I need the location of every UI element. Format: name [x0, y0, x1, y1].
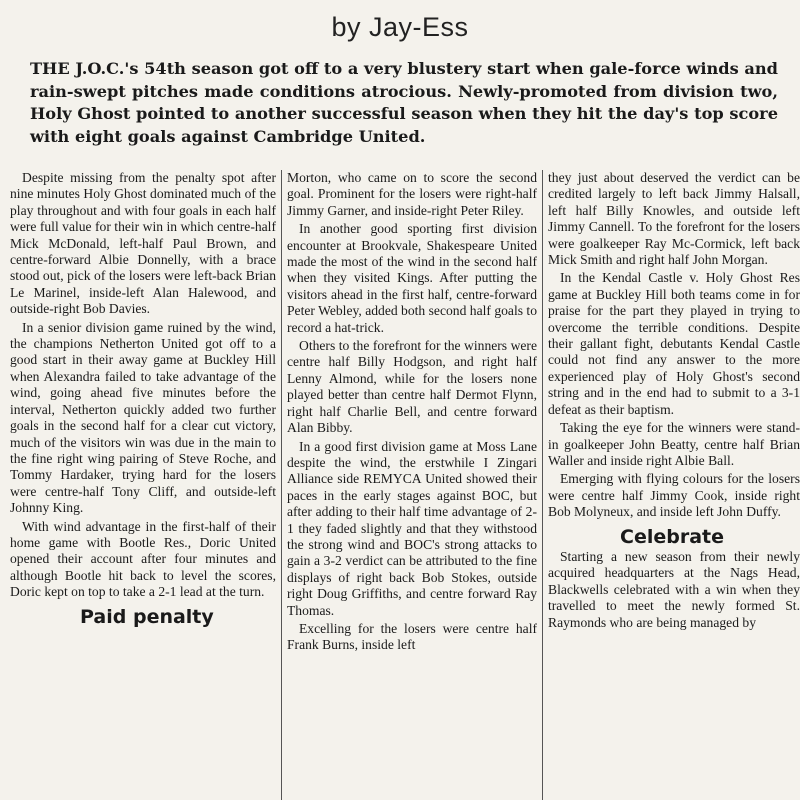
paragraph: In the Kendal Castle v. Holy Ghost Res game at Buckley Hill both teams come in for praise for the part they played in trying to overcome the terrible conditions. Despite their gallant fight, debutants Kendal Castle could not find any answer to the more experienced play of Holy Ghost's second string and in the end had to submit to a 3-1 defeat as their baptism.	[548, 270, 800, 417]
byline: by Jay-Ess	[331, 12, 469, 42]
column-rule	[542, 170, 543, 800]
column-3	[548, 170, 800, 800]
paragraph: Emerging with flying colours for the losers were centre half Jimmy Cook, inside right Bob Molyneux, and inside left John Duffy.	[548, 471, 800, 520]
paragraph: In a good first division game at Moss Lane despite the wind, the erstwhile I Zingari Alliance side REMYCA United showed their paces in the early stages against BOC, but after adding to their half time advantage of 2-1 they faded slightly and that they withstood the strong wind and BOC's strong attacks to gain a 3-2 verdict can be attributed to the fine displays of right back Bob Stokes, outside right Doug Griffiths, and centre forward Ray Thomas.	[287, 438, 537, 618]
paragraph: Despite missing from the penalty spot after nine minutes Holy Ghost dominated much of the play throughout and with four goals in each half were full value for their win in which centre-half Mick McDonald, left-half Paul Brown, and centre-forward Albie Donnelly, with a brace stood out, pick of the losers were left-back Brian Le Marinel, inside-left Alan Halewood, and outside-right Bob Davies.	[10, 170, 276, 317]
paragraph: Others to the forefront for the winners were centre half Billy Hodgson, and right half Lenny Almond, while for the losers none played better than centre half Dermot Flynn, right half Charlie Bell, and centre forward Alan Bibby.	[287, 338, 537, 436]
column-2	[287, 170, 537, 800]
subheading-paid-penalty: Paid penalty	[80, 605, 214, 628]
intro-paragraph: THE J.O.C.'s 54th season got off to a very blustery start when gale-force winds and rain-swept pitches made conditions atrocious. Newly-promoted from division two, Holy Ghost pointed to another successful season when they hit the day's top score with eight goals against Cambridge United.	[30, 59, 778, 146]
paragraph: Starting a new season from their newly acquired headquarters at the Nags Head, Blackwells celebrated with a win when they travelled to meet the newly formed St. Raymonds who are being managed by	[548, 548, 800, 630]
column-1	[10, 170, 276, 800]
column-rule	[281, 170, 282, 800]
subheading-celebrate: Celebrate	[620, 525, 724, 548]
paragraph: With wind advantage in the first-half of their home game with Bootle Res., Doric United opened their account after four minutes and although Bootle hit back to level the scores, Doric kept on top to take a 2-1 lead at the turn.	[10, 518, 276, 600]
paragraph: Excelling for the losers were centre half Frank Burns, inside left	[287, 620, 537, 653]
paragraph: In a senior division game ruined by the wind, the champions Netherton United got off to a good start in their away game at Buckley Hill when Alexandra failed to take advantage of the wind, going ahead five minutes before the interval, Netherton quickly added two further goals in the second half for a clear cut victory, much of the visitors win was due in the main to the fine right wing pairing of Steve Roche, and Tommy Hardaker, trying hard for the losers were centre-half Tony Cliff, and outside-left Johnny King.	[10, 319, 276, 516]
paragraph: they just about deserved the verdict can be credited largely to left back Jimmy Halsall, left half Billy Knowles, and outside left Jimmy Cannell. To the forefront for the losers were goalkeeper Ray Mc-Cormick, left back Mick Smith and right half John Morgan.	[548, 170, 800, 268]
paragraph: Taking the eye for the winners were stand-in goalkeeper John Beatty, centre half Brian Waller and inside right Albie Ball.	[548, 420, 800, 468]
paragraph: In another good sporting first division encounter at Brookvale, Shakespeare United made the most of the wind in the second half when they visited Kings. After putting the visitors ahead in the first half, centre-forward Peter Webley, added both second half goals to record a hat-trick.	[287, 221, 537, 335]
paragraph: Morton, who came on to score the second goal. Prominent for the losers were right-half Jimmy Garner, and inside-right Peter Riley.	[287, 170, 537, 218]
